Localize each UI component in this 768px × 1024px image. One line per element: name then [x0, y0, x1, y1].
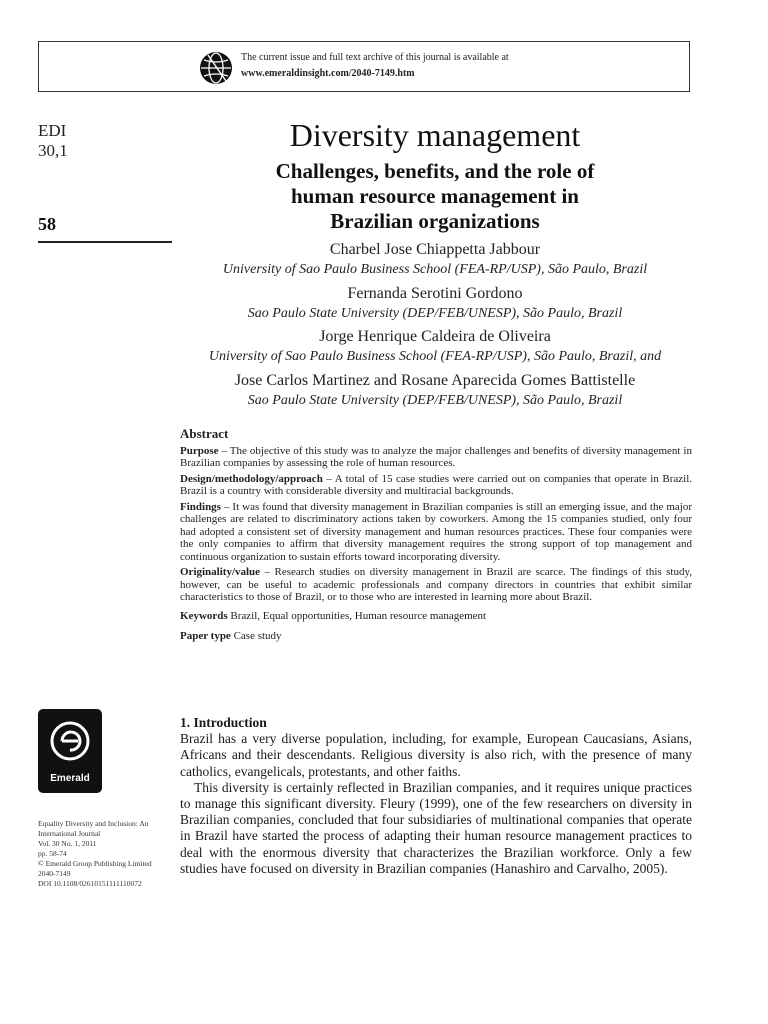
abstract-purpose	[180, 445, 692, 470]
findings-text: – It was found that diversity management in Brazilian companies is still an emerging issue, and the major challenges are related to discriminatory actions taken by coworkers. Among the 15 companies studied, only four had adopted a consistent set of diversity management and human resources practices. These four companies were the only companies to affirm that diversity management requires the strong support of top management and continuous organization to sustain efforts toward incorporating diversity.	[180, 500, 692, 563]
emerald-logo-text: Emerald	[50, 773, 90, 784]
page-number-rule	[38, 241, 172, 243]
originality-text: – Research studies on diversity management in Brazil are scarce. The findings of this study, however, can be useful to academic professionals and company directors in countries that exhibit similar characteristics to those of Brazil, or to those who are interested in learning more about Brazil.	[180, 566, 692, 603]
abstract-originality	[180, 566, 692, 604]
author-name: Jose Carlos Martinez and Rosane Aparecida Gomes Battistelle	[234, 372, 636, 389]
info-line: Vol. 30 No. 1, 2011	[38, 839, 97, 848]
introduction-heading: 1. Introduction	[180, 715, 267, 730]
design-text: – A total of 15 case studies were carried out on companies that operate in Brazil. Brazil is a country with considerable diversity and multiracial backgrounds.	[180, 472, 692, 497]
journal-url-link[interactable]: www.emeraldinsight.com/2040-7149.htm	[241, 68, 415, 79]
abstract-heading: Abstract	[180, 426, 229, 441]
journal-citation-margin	[38, 121, 68, 161]
info-line: © Emerald Group Publishing Limited	[38, 859, 152, 868]
author-affiliation: Sao Paulo State University (DEP/FEB/UNESP), São Paulo, Brazil	[247, 393, 623, 408]
info-line: International Journal	[38, 829, 101, 838]
design-label: Design/methodology/approach	[180, 472, 323, 485]
info-line: Equality Diversity and Inclusion: An	[38, 819, 149, 828]
originality-label: Originality/value	[180, 566, 261, 578]
author-affiliation: Sao Paulo State University (DEP/FEB/UNESP), São Paulo, Brazil	[247, 306, 623, 321]
journal-volume: 30,1	[38, 141, 68, 160]
purpose-label: Purpose	[180, 444, 219, 457]
journal-publication-info	[38, 819, 178, 889]
subtitle-line: Challenges, benefits, and the role of	[275, 159, 595, 183]
info-line: pp. 58-74	[38, 849, 67, 858]
introduction-section	[180, 715, 692, 877]
journal-abbrev: EDI	[38, 121, 67, 140]
author-name: Charbel Jose Chiappetta Jabbour	[329, 241, 541, 258]
page-number: 58	[38, 214, 56, 234]
abstract-paper-type	[180, 630, 692, 643]
abstract-section	[180, 428, 692, 646]
author-name: Jorge Henrique Caldeira de Oliveira	[319, 328, 551, 345]
abstract-findings	[180, 501, 692, 564]
author-name: Fernanda Serotini Gordono	[347, 285, 523, 302]
abstract-keywords	[180, 610, 692, 623]
introduction-paragraph: This diversity is certainly reflected in Brazilian companies, and it requires unique practices to manage this significant diversity. Fleury (1999), one of the few researchers on diversity in Brazilian companies, concluded that four subsidiaries of multinational companies that operate in Brazil have started the process of adapting their human resource management practices to deal with the enormous diversity that characterizes the Brazilian workforce. Only a few studies have focused on diversity in Brazilian companies (Hanashiro and Carvalho, 2005).	[180, 779, 692, 876]
findings-label: Findings	[180, 500, 221, 513]
info-line: DOI 10.1108/02610151111110072	[38, 879, 142, 888]
emerald-logo	[38, 709, 102, 793]
author-affiliation: University of Sao Paulo Business School (FEA-RP/USP), São Paulo, Brazil	[222, 262, 648, 277]
introduction-paragraph: Brazil has a very diverse population, including, for example, European Caucasians, Asians, Africans and their descendants. Religious diversity is also rich, with the presence of many catholics, evangelicals, protestants, and other faiths.	[180, 731, 692, 779]
author-affiliation: University of Sao Paulo Business School (FEA-RP/USP), São Paulo, Brazil, and	[208, 349, 662, 364]
keywords-text: Brazil, Equal opportunities, Human resource management	[227, 609, 487, 622]
purpose-text: – The objective of this study was to analyze the major challenges and benefits of diversity management in Brazilian companies by assessing the role of human resources.	[180, 444, 692, 469]
subtitle-line: human resource management in	[291, 184, 579, 208]
paper-type-label: Paper type	[180, 630, 231, 642]
emerald-logo-icon	[48, 719, 92, 769]
paper-type-text: Case study	[230, 630, 282, 642]
article-subtitle	[180, 159, 690, 234]
globe-icon	[199, 51, 233, 85]
banner-text: The current issue and full text archive of this journal is available at	[241, 52, 509, 63]
article-title: Diversity management	[289, 117, 581, 153]
subtitle-line: Brazilian organizations	[330, 209, 540, 233]
info-line: 2040-7149	[38, 869, 71, 878]
abstract-design	[180, 473, 692, 498]
keywords-label: Keywords	[180, 609, 228, 622]
journal-access-banner	[38, 41, 690, 92]
